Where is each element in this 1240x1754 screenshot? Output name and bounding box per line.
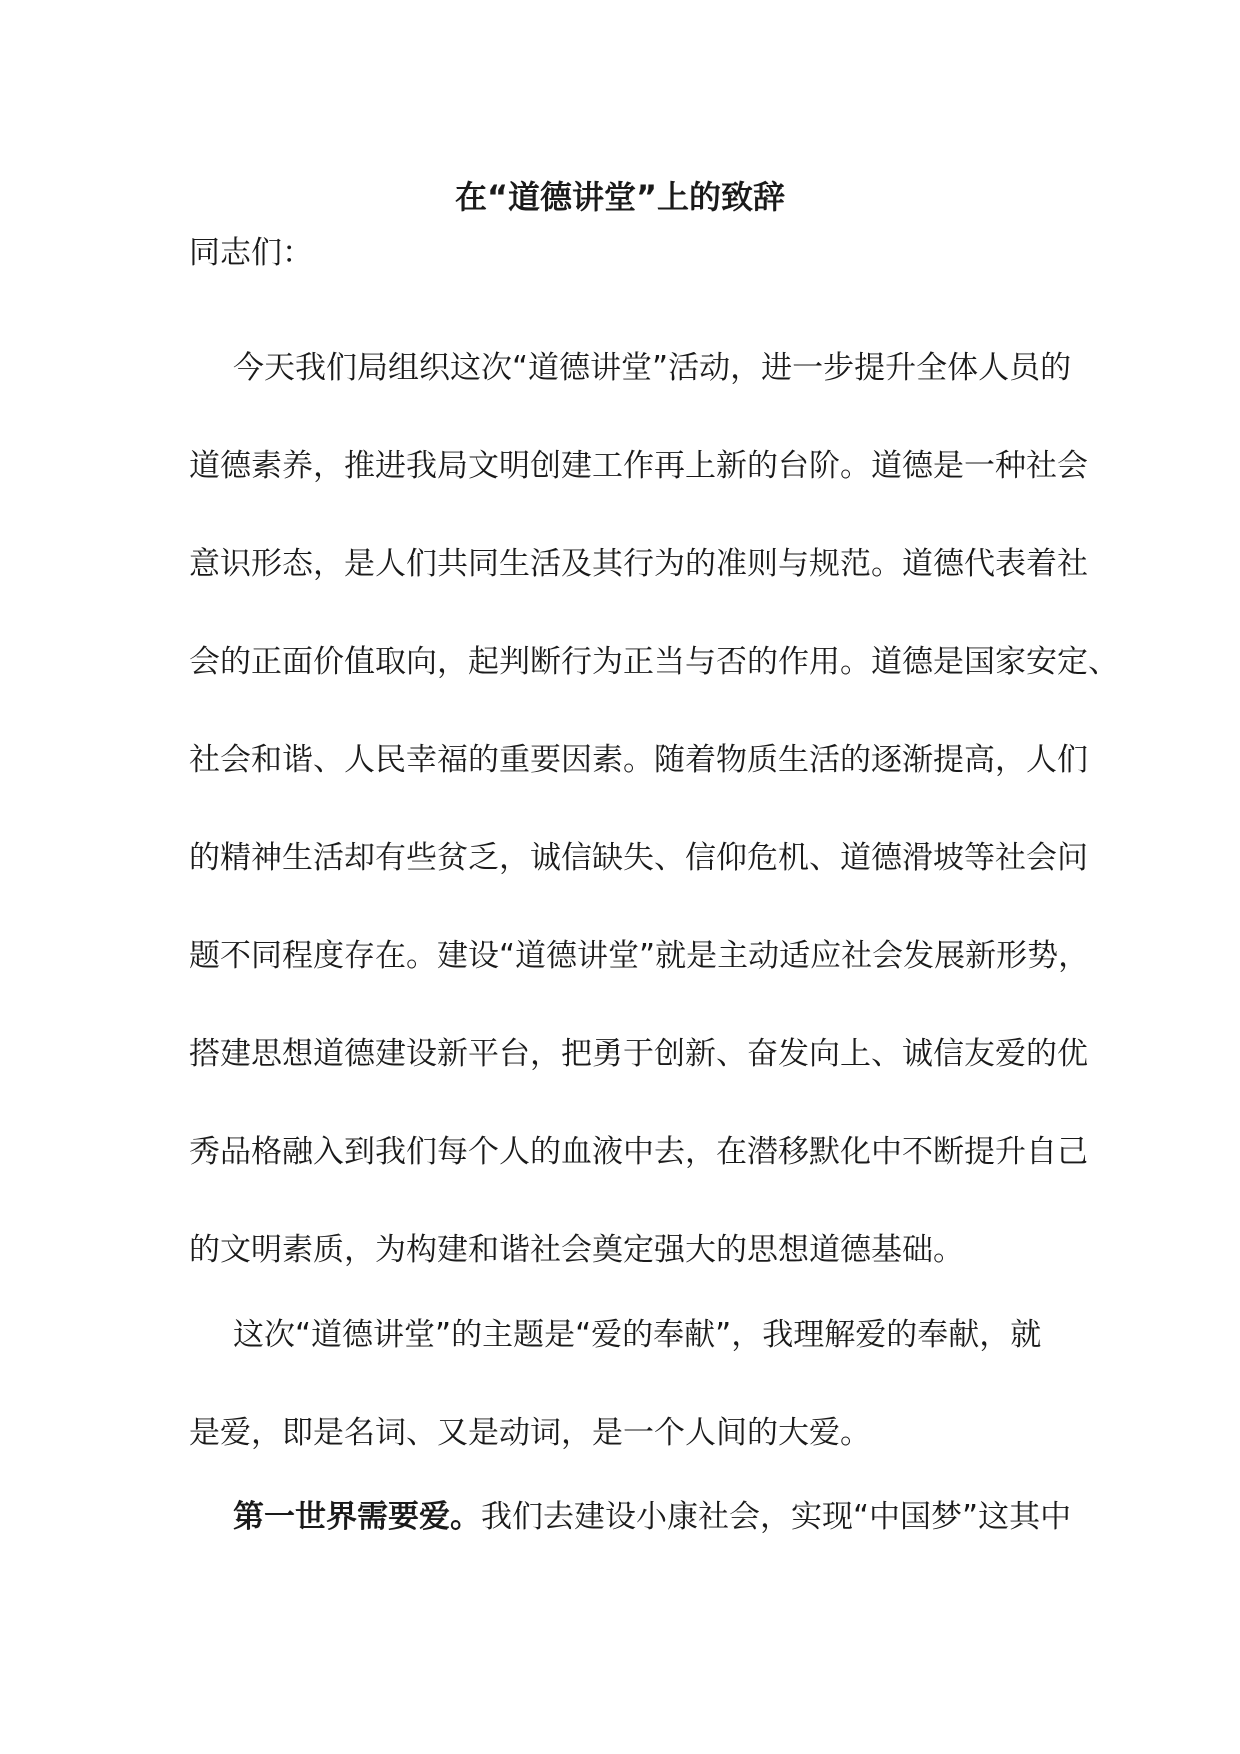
paragraph-line: 今天我们局组织这次“道德讲堂”活动，进一步提升全体人员的: [233, 350, 1072, 386]
paragraph-line: 社会和谐、人民幸福的重要因素。随着物质生活的逐渐提高，人们: [189, 742, 1088, 778]
paragraph-line: 这次“道德讲堂”的主题是“爱的奉献”，我理解爱的奉献，就: [233, 1317, 1042, 1353]
paragraph: [189, 1286, 1129, 1482]
paragraph-line: 搭建思想道德建设新平台，把勇于创新、奋发向上、诚信友爱的优: [189, 1036, 1088, 1072]
paragraph-line: 意识形态，是人们共同生活及其行为的准则与规范。道德代表着社: [189, 546, 1088, 582]
paragraph-line: [189, 1468, 1129, 1566]
paragraph-line: 的文明素质，为构建和谐社会奠定强大的思想道德基础。: [189, 1232, 964, 1268]
paragraph-line: 道德素养，推进我局文明创建工作再上新的台阶。道德是一种社会: [189, 448, 1088, 484]
paragraph-lead-heading: 第一世界需要爱。: [233, 1499, 481, 1535]
paragraph: [189, 319, 1129, 1299]
paragraph-line-text: 我们去建设小康社会，实现“中国梦”这其中: [481, 1499, 1072, 1535]
paragraph-line: 的精神生活却有些贫乏，诚信缺失、信仰危机、道德滑坡等社会问: [189, 840, 1088, 876]
paragraph-line: 题不同程度存在。建设“道德讲堂”就是主动适应社会发展新形势，: [189, 938, 1090, 974]
salutation: 同志们：: [189, 235, 313, 271]
paragraph-line: 会的正面价值取向，起判断行为正当与否的作用。道德是国家安定、: [189, 644, 1119, 680]
document-title: 在“道德讲堂”上的致辞: [454, 178, 786, 216]
paragraph-line: 秀品格融入到我们每个人的血液中去，在潜移默化中不断提升自己: [189, 1134, 1088, 1170]
paragraph-line: 是爱，即是名词、又是动词，是一个人间的大爱。: [189, 1415, 871, 1451]
paragraph: [189, 1468, 1129, 1566]
